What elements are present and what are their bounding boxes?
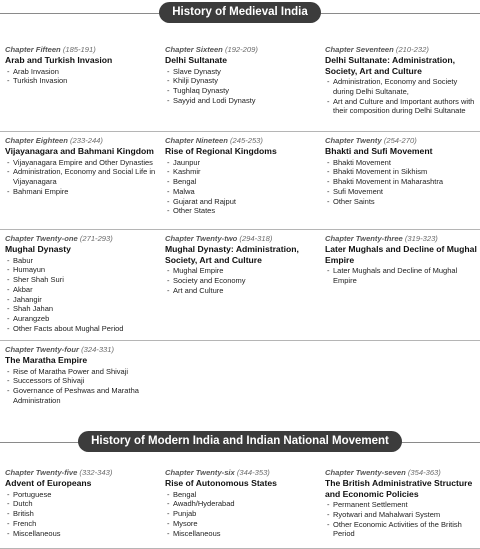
topic-list: [325, 158, 478, 207]
chapter-label: Chapter Twenty-seven: [325, 468, 406, 477]
chapter-row: [0, 468, 480, 539]
bullet-dash: -: [7, 304, 10, 314]
bullet-dash: -: [167, 95, 170, 105]
topic-text: Malwa: [173, 186, 195, 196]
chapter-block: [0, 345, 160, 406]
topic-text: Gujarat and Rajput: [173, 196, 236, 206]
chapter-pages: (344-353): [236, 468, 270, 477]
bullet-dash: -: [167, 489, 170, 499]
chapter-label: Chapter Twenty-six: [165, 468, 235, 477]
topic-text: Bahmani Empire: [13, 186, 69, 196]
bullet-dash: -: [167, 528, 170, 538]
topic-text: Successors of Shivaji: [13, 376, 85, 386]
topic-list: [165, 266, 318, 295]
list-item: [165, 509, 318, 519]
topic-text: Bhakti Movement in Sikhism: [333, 167, 428, 177]
section-banner-modern: [0, 431, 480, 452]
topic-list: [325, 500, 478, 539]
chapter-label: Chapter Nineteen: [165, 136, 228, 145]
topic-text: Punjab: [173, 509, 197, 519]
topic-text: British: [13, 509, 34, 519]
list-item: [165, 167, 318, 177]
list-item: [5, 519, 158, 529]
list-item: [165, 197, 318, 207]
list-item: [325, 158, 478, 168]
chapter-block: [160, 45, 320, 116]
list-item: [5, 386, 158, 406]
topic-text: Miscellaneous: [13, 528, 61, 538]
bullet-dash: -: [7, 157, 10, 167]
chapter-block: [320, 136, 480, 216]
chapter-heading: [325, 234, 478, 244]
topic-list: [165, 67, 318, 106]
chapter-title: The Maratha Empire: [5, 355, 88, 365]
bullet-dash: -: [7, 324, 10, 334]
chapter-row: [0, 345, 480, 406]
list-item: [5, 275, 158, 285]
list-item: [325, 167, 478, 177]
topic-text: Governance of Peshwas and Maratha Administration: [13, 386, 139, 405]
topic-text: Society and Economy: [173, 275, 246, 285]
chapter-block: [0, 468, 160, 539]
list-item: [165, 76, 318, 86]
list-item: [5, 376, 158, 386]
chapter-label: Chapter Twenty: [325, 136, 382, 145]
chapter-pages: (210-232): [395, 45, 429, 54]
topic-text: Sayyid and Lodi Dynasty: [173, 95, 256, 105]
chapter-row: [0, 45, 480, 116]
bullet-dash: -: [7, 265, 10, 275]
bullet-dash: -: [167, 266, 170, 275]
topic-text: Bhakti Movement in Maharashtra: [333, 177, 444, 187]
bullet-dash: -: [7, 255, 10, 265]
list-item: [5, 304, 158, 314]
topic-list: [5, 490, 158, 539]
list-item: [5, 285, 158, 295]
topic-list: [5, 67, 158, 87]
list-item: [325, 510, 478, 520]
chapter-heading: [325, 45, 478, 55]
row-divider: [0, 229, 480, 230]
chapter-label: Chapter Sixteen: [165, 45, 223, 54]
chapter-pages: (354-363): [407, 468, 441, 477]
chapter-pages: (233-244): [70, 136, 103, 145]
topic-text: Administration, Economy and Society during Delhi Sultanate,: [333, 77, 458, 96]
bullet-dash: -: [167, 76, 170, 86]
row-divider: [0, 340, 480, 341]
chapter-label: Chapter Twenty-two: [165, 234, 238, 243]
bullet-dash: -: [167, 177, 170, 187]
bullet-dash: -: [167, 285, 170, 295]
chapter-title: Rise of Autonomous States: [165, 478, 277, 488]
bullet-dash: -: [7, 314, 10, 324]
bullet-dash: -: [327, 500, 330, 509]
chapter-block: [320, 45, 480, 116]
bullet-dash: -: [327, 167, 330, 177]
bullet-dash: -: [327, 196, 330, 206]
topic-text: Arab Invasion: [13, 66, 59, 76]
bullet-dash: -: [327, 96, 330, 106]
chapter-heading: [5, 345, 158, 355]
chapter-title: Delhi Sultanate: [165, 55, 228, 65]
topic-text: Vijayanagara Empire and Other Dynasties: [13, 157, 153, 167]
bullet-dash: -: [167, 196, 170, 206]
chapter-block: [160, 234, 320, 334]
chapter-label: Chapter Twenty-five: [5, 468, 78, 477]
bullet-dash: -: [167, 509, 170, 519]
topic-text: Rise of Maratha Power and Shivaji: [13, 366, 129, 376]
list-item: [165, 158, 318, 168]
list-item: [325, 520, 478, 540]
bullet-dash: -: [327, 266, 330, 275]
row-divider: [0, 131, 480, 132]
topic-text: Bengal: [173, 177, 197, 187]
list-item: [325, 177, 478, 187]
list-item: [5, 529, 158, 539]
topic-text: French: [13, 518, 37, 528]
list-item: [165, 519, 318, 529]
topic-text: Other Facts about Mughal Period: [13, 324, 124, 334]
section-title: History of Modern India and Indian National Movement: [78, 431, 402, 452]
list-item: [165, 96, 318, 106]
topic-text: Other Saints: [333, 196, 375, 206]
chapter-heading: [5, 136, 158, 146]
list-item: [325, 77, 478, 97]
topic-text: Sufi Movement: [333, 186, 384, 196]
bullet-dash: -: [7, 167, 10, 177]
topic-text: Ryotwari and Mahalwari System: [333, 509, 441, 519]
chapter-title: Later Mughals and Decline of Mughal Empire: [325, 244, 477, 265]
topic-text: Slave Dynasty: [173, 66, 221, 76]
list-item: [325, 187, 478, 197]
chapter-title: Vijayanagara and Bahmani Kingdom: [5, 146, 154, 156]
bullet-dash: -: [7, 294, 10, 304]
list-item: [165, 86, 318, 96]
list-item: [5, 499, 158, 509]
chapter-block: [320, 234, 480, 334]
chapter-pages: (245-253): [230, 136, 263, 145]
topic-text: Khilji Dynasty: [173, 76, 219, 86]
topic-text: Administration, Economy and Social Life in Vijayanagara: [13, 167, 156, 187]
chapter-title: Advent of Europeans: [5, 478, 92, 488]
bullet-dash: -: [327, 519, 330, 529]
chapter-pages: (192-209): [224, 45, 258, 54]
topic-text: Art and Culture and Important authors with their composition during Delhi Sultanate: [333, 96, 475, 116]
list-item: [5, 490, 158, 500]
topic-text: Bhakti Movement: [333, 157, 391, 167]
topic-text: Turkish Invasion: [13, 76, 68, 86]
topic-text: Art and Culture: [173, 285, 224, 295]
chapter-pages: (319-323): [404, 234, 438, 243]
topic-list: [5, 256, 158, 334]
bullet-dash: -: [7, 386, 10, 396]
topic-text: Kashmir: [173, 167, 201, 177]
bullet-dash: -: [167, 66, 170, 76]
list-item: [165, 206, 318, 216]
list-item: [165, 266, 318, 276]
topic-text: Permanent Settlement: [333, 500, 408, 509]
topic-text: Tughlaq Dynasty: [173, 86, 230, 96]
bullet-dash: -: [167, 518, 170, 528]
list-item: [165, 286, 318, 296]
list-item: [165, 187, 318, 197]
bullet-dash: -: [7, 489, 10, 499]
bullet-dash: -: [167, 186, 170, 196]
topic-text: Dutch: [13, 499, 33, 509]
chapter-heading: [5, 234, 158, 244]
list-item: [325, 500, 478, 510]
bullet-dash: -: [7, 284, 10, 294]
topic-text: Other States: [173, 206, 216, 216]
list-item: [5, 367, 158, 377]
bullet-dash: -: [7, 275, 10, 285]
bullet-dash: -: [7, 499, 10, 509]
chapter-heading: [5, 45, 158, 55]
list-item: [165, 499, 318, 509]
list-item: [5, 76, 158, 86]
bullet-dash: -: [7, 66, 10, 76]
topic-text: Jaunpur: [173, 157, 201, 167]
bullet-dash: -: [7, 528, 10, 538]
topic-text: Other Economic Activities of the British Period: [333, 519, 462, 539]
topic-text: Humayun: [13, 265, 46, 275]
topic-list: [5, 158, 158, 197]
list-item: [165, 490, 318, 500]
bullet-dash: -: [167, 157, 170, 167]
chapter-block: [0, 136, 160, 216]
chapter-pages: (294-318): [239, 234, 273, 243]
list-item: [5, 187, 158, 197]
chapter-title: Mughal Dynasty: [5, 244, 71, 254]
bullet-dash: -: [167, 86, 170, 96]
topic-list: [5, 367, 158, 406]
list-item: [165, 276, 318, 286]
chapter-label: Chapter Twenty-four: [5, 345, 79, 354]
chapter-title: Delhi Sultanate: Administration, Society, Art and Culture: [325, 55, 456, 76]
topic-text: Jahangir: [13, 294, 42, 304]
topic-text: Mughal Empire: [173, 266, 224, 275]
chapter-label: Chapter Twenty-one: [5, 234, 78, 243]
bullet-dash: -: [7, 509, 10, 519]
bullet-dash: -: [7, 376, 10, 386]
list-item: [5, 67, 158, 77]
topic-text: Portuguese: [13, 489, 52, 499]
chapter-pages: (324-331): [81, 345, 115, 354]
topic-text: Bengal: [173, 489, 197, 499]
bullet-dash: -: [7, 518, 10, 528]
list-item: [5, 256, 158, 266]
topic-text: Babur: [13, 255, 34, 265]
bullet-dash: -: [167, 167, 170, 177]
chapter-heading: [165, 234, 318, 244]
chapter-pages: (185-191): [62, 45, 96, 54]
bullet-dash: -: [327, 77, 330, 86]
bullet-dash: -: [167, 499, 170, 509]
list-item: [5, 167, 158, 187]
section-banner-medieval: [0, 2, 480, 23]
chapter-heading: [325, 136, 478, 146]
chapter-block: [160, 468, 320, 539]
list-item: [325, 97, 478, 117]
topic-text: Akbar: [13, 284, 33, 294]
chapter-block: [160, 136, 320, 216]
chapter-heading: [165, 45, 318, 55]
chapter-label: Chapter Seventeen: [325, 45, 394, 54]
topic-text: Awadh/Hyderabad: [173, 499, 235, 509]
list-item: [5, 265, 158, 275]
list-item: [5, 324, 158, 334]
list-item: [5, 295, 158, 305]
chapter-block: [0, 45, 160, 116]
topic-text: Later Mughals and Decline of Mughal Empire: [333, 266, 458, 285]
chapter-row: [0, 136, 480, 216]
section-title: History of Medieval India: [159, 2, 320, 23]
chapter-label: Chapter Fifteen: [5, 45, 61, 54]
chapter-title: Mughal Dynasty: Administration, Society, Art and Culture: [165, 244, 299, 265]
chapter-pages: (254-270): [383, 136, 417, 145]
chapter-heading: [165, 136, 318, 146]
chapter-row: [0, 234, 480, 334]
bullet-dash: -: [7, 366, 10, 376]
list-item: [325, 197, 478, 207]
topic-list: [165, 490, 318, 539]
topic-text: Miscellaneous: [173, 528, 221, 538]
topic-text: Sher Shah Suri: [13, 275, 64, 285]
bullet-dash: -: [327, 186, 330, 196]
list-item: [325, 266, 478, 286]
chapter-title: The British Administrative Structure and Economic Policies: [325, 478, 473, 499]
chapter-heading: [5, 468, 158, 478]
bullet-dash: -: [167, 275, 170, 285]
chapter-label: Chapter Twenty-three: [325, 234, 403, 243]
bullet-dash: -: [327, 509, 330, 519]
chapter-pages: (271-293): [79, 234, 113, 243]
chapter-block: [0, 234, 160, 334]
bullet-dash: -: [167, 206, 170, 216]
list-item: [165, 529, 318, 539]
list-item: [165, 67, 318, 77]
chapter-block: [320, 468, 480, 539]
chapter-pages: (332-343): [79, 468, 113, 477]
chapter-title: Rise of Regional Kingdoms: [165, 146, 277, 156]
topic-list: [325, 266, 478, 286]
chapter-label: Chapter Eighteen: [5, 136, 68, 145]
list-item: [5, 509, 158, 519]
list-item: [5, 158, 158, 168]
bullet-dash: -: [327, 157, 330, 167]
chapter-title: Arab and Turkish Invasion: [5, 55, 113, 65]
topic-list: [325, 77, 478, 116]
topic-text: Mysore: [173, 518, 198, 528]
chapter-heading: [325, 468, 478, 478]
bullet-dash: -: [327, 177, 330, 187]
topic-text: Shah Jahan: [13, 304, 54, 314]
bullet-dash: -: [7, 186, 10, 196]
list-item: [165, 177, 318, 187]
chapter-title: Bhakti and Sufi Movement: [325, 146, 433, 156]
list-item: [5, 314, 158, 324]
bullet-dash: -: [7, 76, 10, 86]
topic-text: Aurangzeb: [13, 314, 50, 324]
topic-list: [165, 158, 318, 217]
chapter-heading: [165, 468, 318, 478]
